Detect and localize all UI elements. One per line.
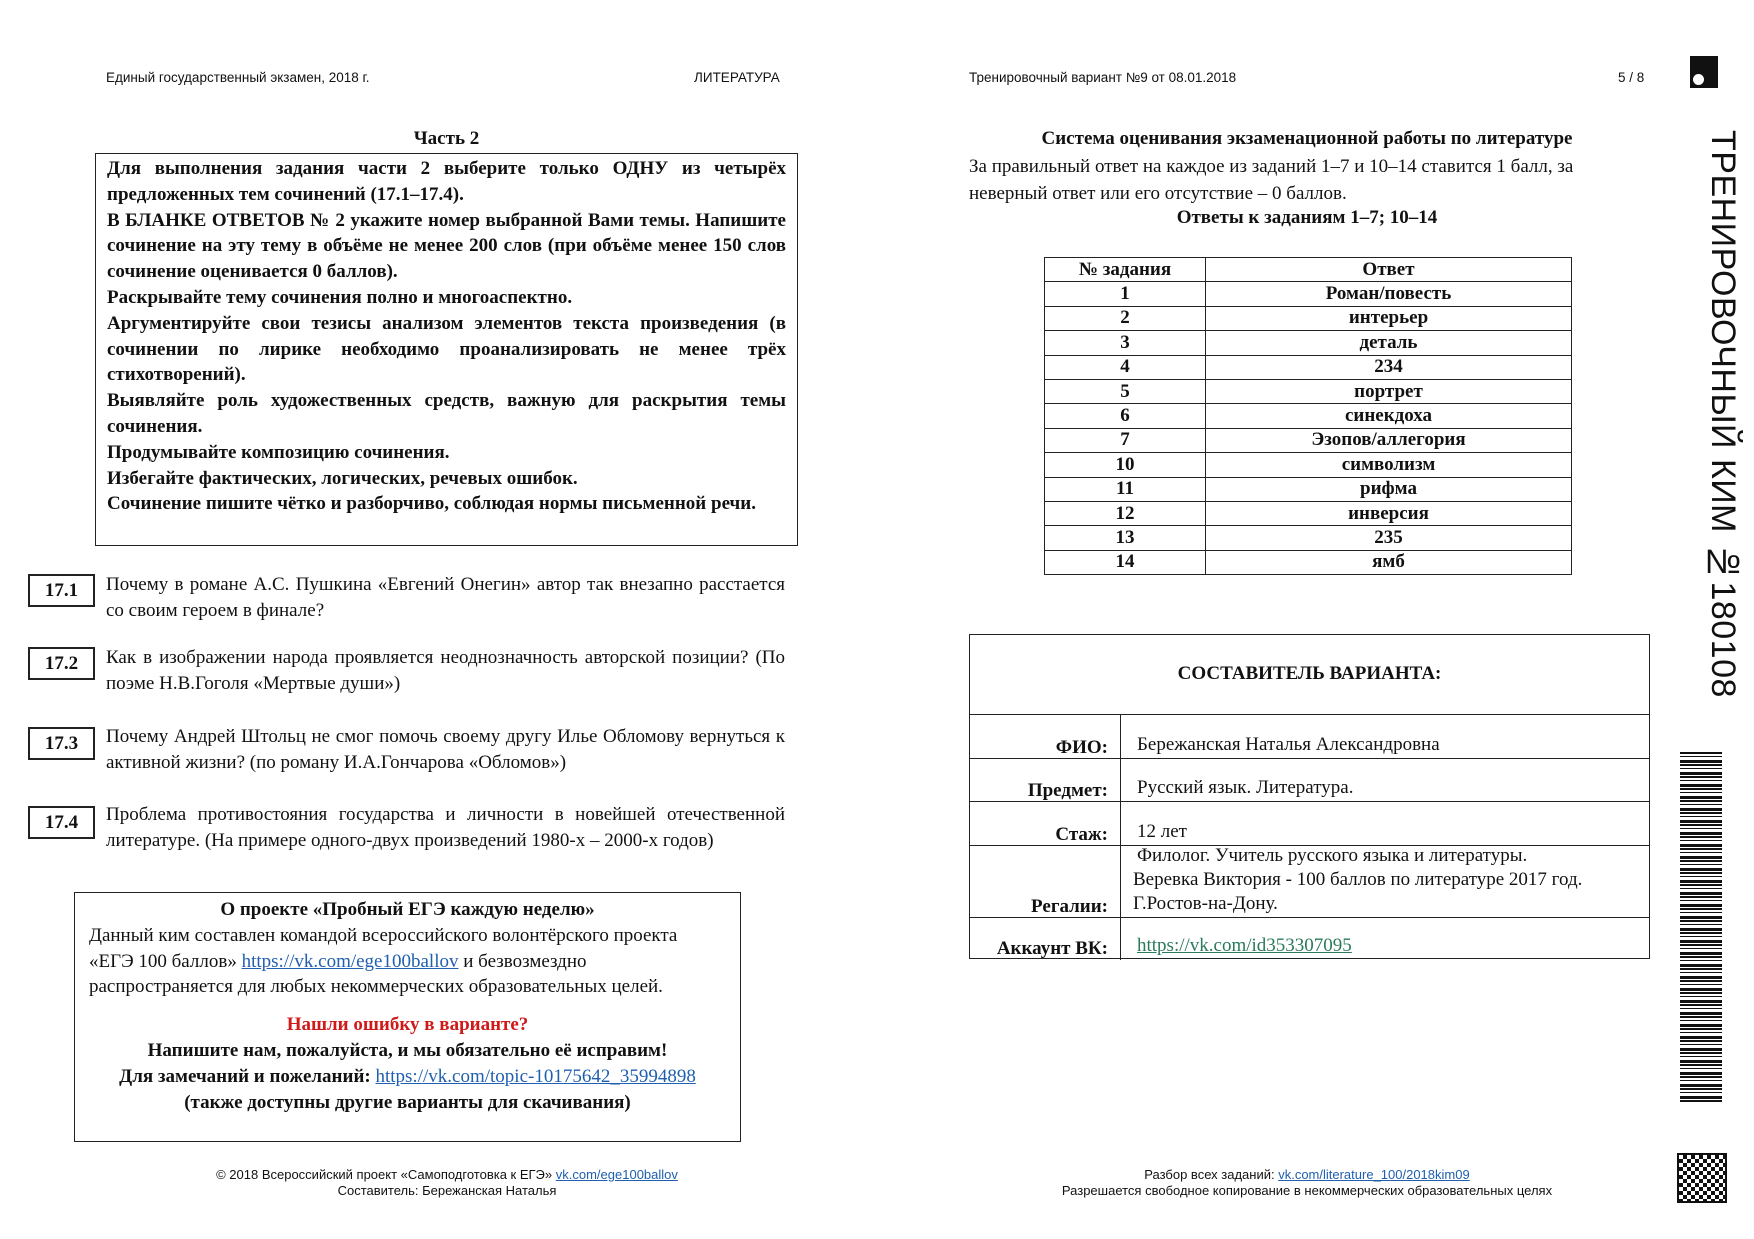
footer-analysis-label: Разбор всех заданий: bbox=[1144, 1167, 1275, 1182]
task-number-cell: 4 bbox=[1045, 355, 1206, 379]
fio-value: Бережанская Наталья Александровна bbox=[1120, 715, 1649, 759]
answer-row bbox=[1045, 550, 1572, 574]
task-number-cell: 3 bbox=[1045, 331, 1206, 355]
answer-row bbox=[1045, 453, 1572, 477]
instruction: Продумывайте композицию сочинения. bbox=[107, 441, 450, 463]
about-text: Данный ким составлен командой всероссийского волонтёрского проекта «ЕГЭ 100 баллов» bbox=[89, 924, 678, 972]
header-page-number: 5 / 8 bbox=[1618, 70, 1645, 85]
instruction: Избегайте фактических, логических, речевых ошибок. bbox=[107, 467, 578, 489]
error-text: Напишите нам, пожалуйста, и мы обязательно её исправим! bbox=[147, 1039, 668, 1061]
answer-row bbox=[1045, 331, 1572, 355]
task-number: 17.1 bbox=[28, 574, 95, 607]
answer-row bbox=[1045, 501, 1572, 525]
task-number-cell: 7 bbox=[1045, 428, 1206, 452]
answer-row bbox=[1045, 428, 1572, 452]
compiler-box bbox=[969, 634, 1650, 959]
subject-label: Предмет: bbox=[1027, 780, 1108, 801]
answer-row bbox=[1045, 477, 1572, 501]
header-exam-title: Единый государственный экзамен, 2018 г. bbox=[106, 70, 370, 85]
regalia-label: Регалии: bbox=[1031, 896, 1108, 917]
footer-left bbox=[100, 1167, 794, 1199]
fio-label: ФИО: bbox=[1055, 737, 1108, 758]
task-number-cell: 14 bbox=[1045, 550, 1206, 574]
task-number-cell: 11 bbox=[1045, 477, 1206, 501]
answer-cell: синекдоха bbox=[1206, 404, 1572, 428]
vk-label: Аккаунт ВК: bbox=[996, 938, 1108, 959]
logo-icon bbox=[1690, 56, 1718, 88]
header-subject: ЛИТЕРАТУРА bbox=[694, 70, 780, 85]
footer-analysis-link[interactable]: vk.com/literature_100/2018kim09 bbox=[1278, 1167, 1470, 1182]
task-text: Проблема противостояния государства и личности в новейшей отечественной литературе. (На примере одного-двух произведений 1980-х – 2000-х годов) bbox=[106, 804, 785, 851]
answer-cell: символизм bbox=[1206, 453, 1572, 477]
task-number-cell: 6 bbox=[1045, 404, 1206, 428]
instruction: Выявляйте роль художественных средств, важную для раскрытия темы сочинения. bbox=[107, 390, 786, 437]
about-text-end: и безвозмездно распространяется для любых некоммерческих образовательных целей. bbox=[89, 950, 663, 998]
answer-cell: 235 bbox=[1206, 526, 1572, 550]
about-title: О проекте «Пробный ЕГЭ каждую неделю» bbox=[220, 899, 595, 920]
footer-copyright: © 2018 Всероссийский проект «Самоподготовка к ЕГЭ» bbox=[216, 1167, 553, 1182]
error-title: Нашли ошибку в варианте? bbox=[286, 1014, 529, 1036]
column-header: № задания bbox=[1045, 258, 1206, 282]
answer-row bbox=[1045, 306, 1572, 330]
regalia-line: Филолог. Учитель русского языка и литературы. bbox=[1137, 845, 1528, 866]
answer-row bbox=[1045, 526, 1572, 550]
header-variant: Тренировочный вариант №9 от 08.01.2018 bbox=[969, 70, 1237, 85]
instruction: Сочинение пишите чётко и разборчиво, соблюдая нормы письменной речи. bbox=[107, 493, 756, 515]
about-project-box bbox=[74, 892, 741, 1142]
answer-row bbox=[1045, 379, 1572, 403]
footer-author: Составитель: Бережанская Наталья bbox=[337, 1183, 557, 1198]
qr-code-icon bbox=[1679, 1155, 1725, 1201]
task-text: Почему в романе А.С. Пушкина «Евгений Онегин» автор так внезапно расстается со своим героем в финале? bbox=[106, 574, 785, 621]
instructions-box bbox=[95, 153, 798, 546]
column-header: Ответ bbox=[1206, 258, 1572, 282]
task-text: Как в изображении народа проявляется неоднозначность авторской позиции? (По поэме Н.В.Гоголя «Мертвые души») bbox=[106, 647, 785, 694]
grading-text: За правильный ответ на каждое из заданий 1–7 и 10–14 ставится 1 балл, за неверный ответ или его отсутствие – 0 баллов. bbox=[969, 156, 1574, 204]
answer-cell: деталь bbox=[1206, 331, 1572, 355]
feedback-label: Для замечаний и пожеланий: bbox=[119, 1065, 371, 1087]
answer-cell: инверсия bbox=[1206, 501, 1572, 525]
instruction: Раскрывайте тему сочинения полно и многоаспектно. bbox=[107, 286, 573, 308]
footer-right bbox=[960, 1167, 1654, 1199]
grading-title: Система оценивания экзаменационной работы по литературе bbox=[1041, 128, 1573, 149]
barcode-icon bbox=[1680, 752, 1722, 1102]
task-number-cell: 13 bbox=[1045, 526, 1206, 550]
task-number: 17.3 bbox=[28, 727, 95, 760]
experience-label: Стаж: bbox=[1055, 824, 1108, 845]
answer-row bbox=[1045, 282, 1572, 306]
variants-note: (также доступны другие варианты для скачивания) bbox=[184, 1091, 631, 1113]
feedback-link[interactable]: https://vk.com/topic-10175642_35994898 bbox=[375, 1065, 696, 1087]
answer-cell: 234 bbox=[1206, 355, 1572, 379]
answer-cell: Эзопов/аллегория bbox=[1206, 428, 1572, 452]
task-text: Почему Андрей Штольц не смог помочь своему другу Илье Обломову вернуться к активной жизни? (по роману И.А.Гончарова «Обломов») bbox=[106, 726, 785, 773]
task-number-cell: 10 bbox=[1045, 453, 1206, 477]
answer-cell: ямб bbox=[1206, 550, 1572, 574]
answer-row bbox=[1045, 355, 1572, 379]
footer-project-link[interactable]: vk.com/ege100ballov bbox=[555, 1167, 678, 1182]
task-number-cell: 1 bbox=[1045, 282, 1206, 306]
task-number-cell: 2 bbox=[1045, 306, 1206, 330]
instruction: Аргументируйте свои тезисы анализом элементов текста произведения (в сочинении по лирике необходимо проанализировать не менее трёх стихотворений). bbox=[107, 312, 786, 386]
part-title: Часть 2 bbox=[413, 128, 480, 149]
regalia-line: Г.Ростов-на-Дону. bbox=[1133, 893, 1278, 914]
answer-cell: рифма bbox=[1206, 477, 1572, 501]
instruction: В БЛАНКЕ ОТВЕТОВ № 2 укажите номер выбранной Вами темы. Напишите сочинение на эту тему в объёме не менее 200 слов (при объёме менее 150 слов сочинение оценивается 0 баллов). bbox=[107, 209, 786, 283]
answer-cell: портрет bbox=[1206, 379, 1572, 403]
footer-copy-note: Разрешается свободное копирование в некоммерческих образовательных целях bbox=[1061, 1183, 1553, 1198]
answer-row bbox=[1045, 404, 1572, 428]
answer-cell: интерьер bbox=[1206, 306, 1572, 330]
project-link[interactable]: https://vk.com/ege100ballov bbox=[241, 950, 459, 972]
task-number-cell: 5 bbox=[1045, 379, 1206, 403]
vk-account-link[interactable]: https://vk.com/id353307095 bbox=[1137, 935, 1352, 956]
answers-title: Ответы к заданиям 1–7; 10–14 bbox=[1176, 207, 1438, 228]
experience-value: 12 лет bbox=[1120, 802, 1649, 846]
compiler-title: СОСТАВИТЕЛЬ ВАРИАНТА: bbox=[1177, 663, 1442, 684]
task-number: 17.2 bbox=[28, 647, 95, 680]
task-number: 17.4 bbox=[28, 806, 95, 839]
regalia-line: Веревка Виктория - 100 баллов по литературе 2017 год. bbox=[1133, 869, 1583, 890]
answers-table bbox=[1044, 257, 1572, 575]
regalia-value bbox=[1120, 846, 1649, 918]
answer-cell: Роман/повесть bbox=[1206, 282, 1572, 306]
side-label: ТРЕНИРОВОЧНЫЙ КИМ №180108 bbox=[1704, 130, 1742, 698]
instruction: Для выполнения задания части 2 выберите только ОДНУ из четырёх предложенных тем сочинений (17.1–17.4). bbox=[107, 158, 786, 205]
subject-value: Русский язык. Литература. bbox=[1120, 759, 1649, 802]
task-number-cell: 12 bbox=[1045, 501, 1206, 525]
